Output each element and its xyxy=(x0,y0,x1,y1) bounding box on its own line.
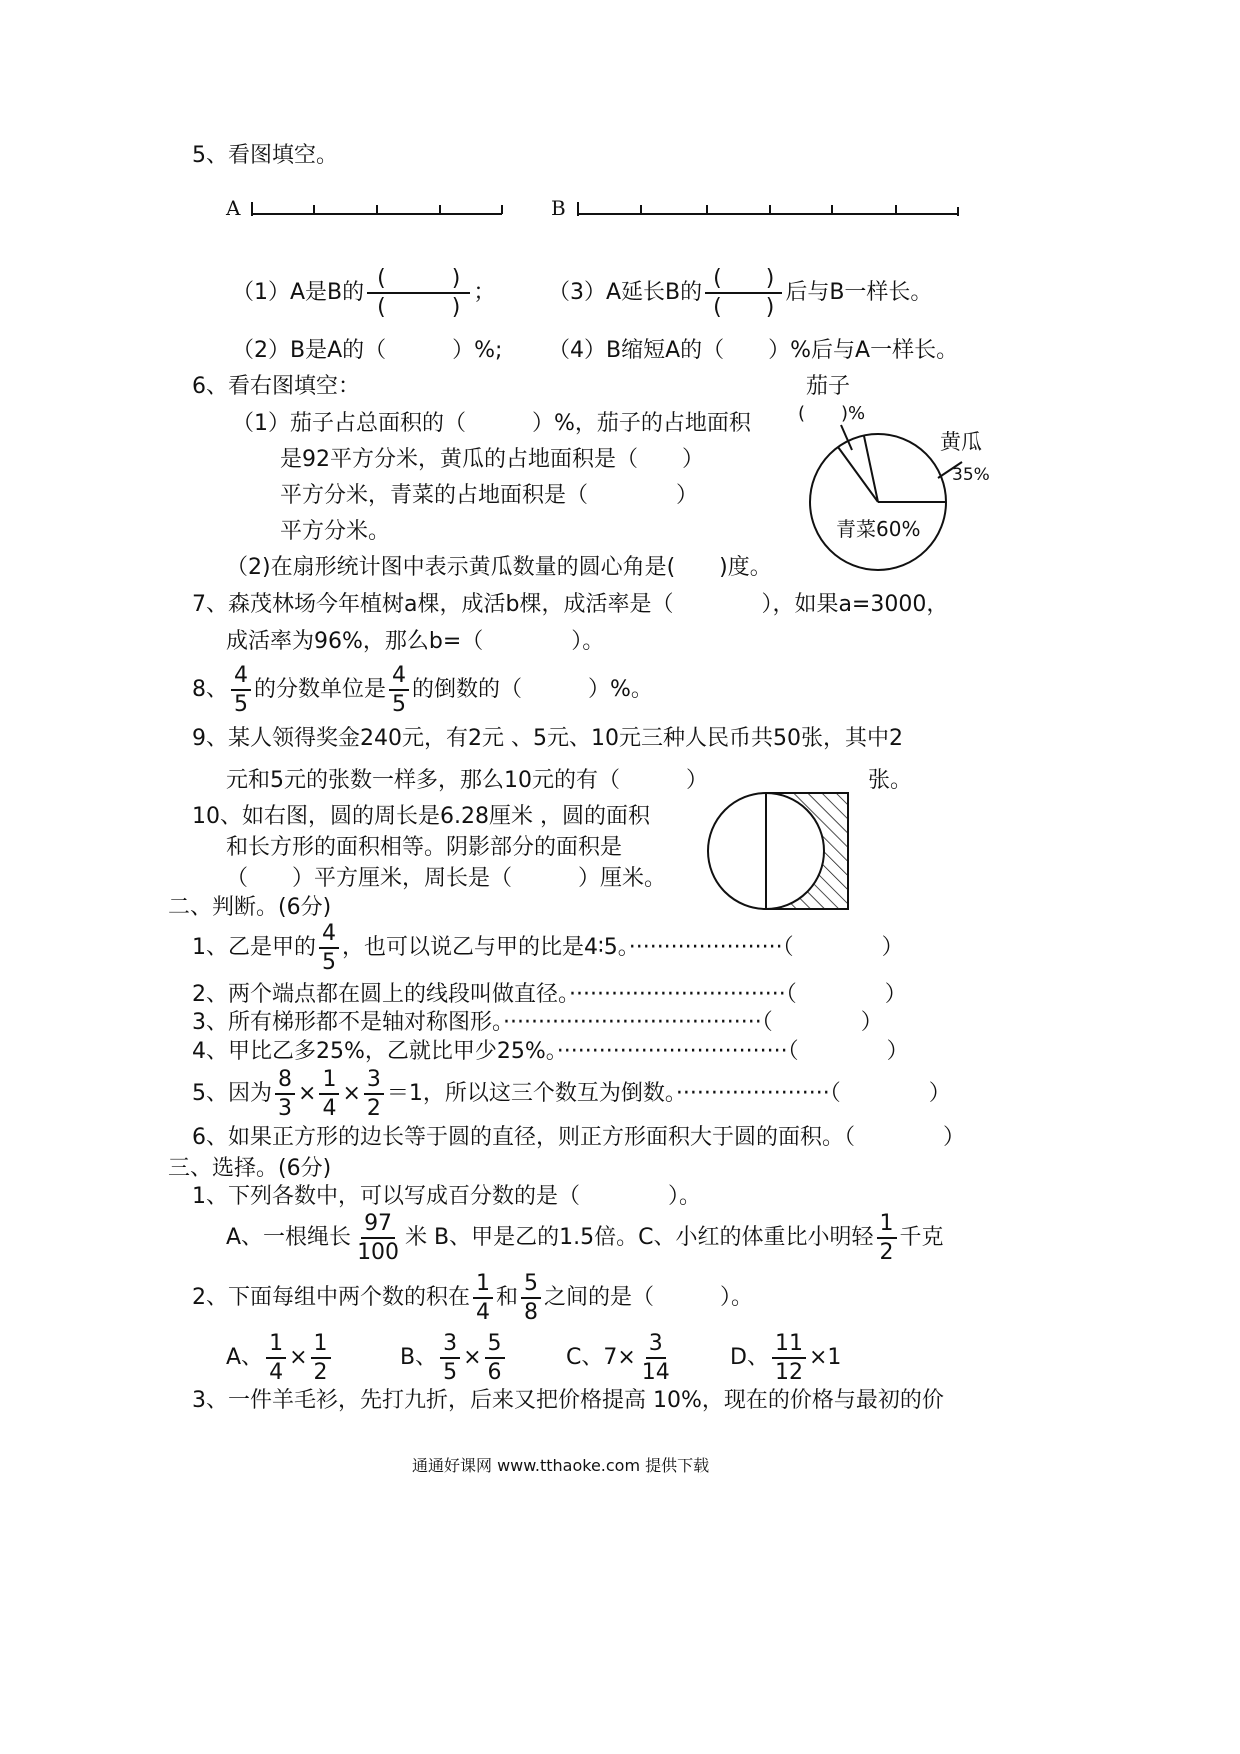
footer-credit: 通通好课网 www.tthaoke.com 提供下载 xyxy=(412,1456,710,1475)
judge-item-5-post: ＝1，所以这三个数互为倒数。······················（ ） xyxy=(386,1081,951,1107)
numerator: 3 xyxy=(364,1068,384,1095)
judge-item-4: 4、甲比乙多25%，乙就比甲少25%。·································（ ） xyxy=(192,1039,909,1064)
q5-part4: （4）B缩短A的（ ）%后与A一样长。 xyxy=(548,338,959,363)
choice-q2-pre: 2、下面每组中两个数的积在 xyxy=(192,1285,470,1311)
q10-line1: 10、如右图，圆的周长是6.28厘米 ，圆的面积 xyxy=(192,804,650,829)
fraction-3-14 xyxy=(639,1332,673,1384)
section3-title: 三、选择。(6分) xyxy=(168,1156,332,1181)
judge-item-2: 2、两个端点都在圆上的线段叫做直径。·······························（ ） xyxy=(192,982,907,1007)
judge-item-5-pre: 5、因为 xyxy=(192,1081,272,1107)
denominator: 8 xyxy=(524,1300,539,1326)
denominator: 4 xyxy=(269,1360,284,1386)
numerator: 5 xyxy=(485,1332,505,1359)
denominator: 4 xyxy=(476,1300,490,1326)
circle-rect-figure xyxy=(708,793,848,909)
times-sign: × xyxy=(298,1081,317,1107)
q6-line4: 平方分米。 xyxy=(280,519,391,544)
segment-b-label: B xyxy=(551,196,566,220)
pie-label-cucumber-pct: 35% xyxy=(952,465,990,485)
q6-line5: （2)在扇形统计图中表示黄瓜数量的圆心角是( )度。 xyxy=(226,555,772,580)
numerator: 3 xyxy=(646,1332,666,1359)
q5-part3-fraction-blank[interactable] xyxy=(705,267,782,319)
q6-line3: 平方分米，青菜的占地面积是（ ） xyxy=(280,483,699,508)
numerator-blank: ( ) xyxy=(705,267,782,294)
segment-b xyxy=(578,202,958,216)
numerator: 5 xyxy=(521,1272,541,1299)
numerator: 8 xyxy=(275,1068,295,1095)
numerator: 97 xyxy=(361,1212,395,1239)
judge-item-1-post: ，也可以说乙与甲的比是4∶5。······················（ ） xyxy=(342,935,904,961)
denominator: 2 xyxy=(366,1096,381,1122)
choice-q1-opt-bc: 米 B、甲是乙的1.5倍。C、小红的体重比小明轻 xyxy=(405,1225,874,1251)
fraction-4-5 xyxy=(231,664,251,716)
judge-item-1 xyxy=(192,922,904,974)
q10-line2: 和长方形的面积相等。阴影部分的面积是 xyxy=(226,835,623,860)
q9-line2-end: 张。 xyxy=(868,768,913,793)
q5-part3-end: 后与B一样长。 xyxy=(785,280,933,306)
q5-part1 xyxy=(232,267,495,319)
choice-q2-mid: 和 xyxy=(496,1285,519,1311)
q8-end-text: 的倒数的（ ）%。 xyxy=(412,677,653,703)
option-d-end: ×1 xyxy=(808,1345,842,1371)
numerator: 4 xyxy=(389,664,409,691)
choice-q2-post: 之间的是（ ）。 xyxy=(544,1285,754,1311)
choice-q1-options xyxy=(226,1212,944,1264)
choice-q2 xyxy=(192,1272,753,1324)
numerator: 1 xyxy=(319,1068,339,1095)
q10-line3: （ ）平方厘米，周长是（ ）厘米。 xyxy=(226,866,667,891)
choice-q2-option-d[interactable] xyxy=(730,1332,841,1384)
option-label: C、7× xyxy=(566,1345,636,1371)
fraction-3-2 xyxy=(364,1068,384,1120)
fraction-5-6 xyxy=(485,1332,505,1384)
q7-line1: 7、森茂林场今年植树a棵，成活b棵，成活率是（ ），如果a=3000， xyxy=(192,592,949,617)
q6-line2: 是92平方分米，黄瓜的占地面积是（ ） xyxy=(280,447,704,472)
fraction-11-12 xyxy=(772,1332,806,1384)
times-sign: × xyxy=(342,1081,361,1107)
judge-item-6: 6、如果正方形的边长等于圆的直径，则正方形面积大于圆的面积。（ ） xyxy=(192,1125,965,1150)
q8 xyxy=(192,664,653,716)
pie-label-eggplant: 茄子 xyxy=(806,374,851,399)
option-label: A、 xyxy=(226,1345,264,1371)
q5-title: 5、看图填空。 xyxy=(192,143,338,168)
q8-number: 8、 xyxy=(192,677,228,703)
fraction-1-2 xyxy=(877,1212,897,1264)
pie-label-greens: 青菜60% xyxy=(836,517,921,541)
q9-line2: 元和5元的张数一样多，那么10元的有（ ） xyxy=(226,768,708,793)
choice-q1: 1、下列各数中，可以写成百分数的是（ ）。 xyxy=(192,1184,701,1209)
denominator-blank: ( ) xyxy=(713,295,775,321)
fraction-1-4 xyxy=(473,1272,493,1324)
denominator: 100 xyxy=(357,1240,400,1266)
q5-part1-end: ； xyxy=(473,280,496,306)
denominator: 14 xyxy=(641,1360,670,1386)
denominator: 4 xyxy=(322,1096,337,1122)
judge-item-5 xyxy=(192,1068,951,1120)
denominator: 5 xyxy=(443,1360,458,1386)
q5-part1-fraction-blank[interactable] xyxy=(367,267,470,319)
q5-part3 xyxy=(548,267,932,319)
numerator: 1 xyxy=(266,1332,286,1359)
fraction-1-2 xyxy=(311,1332,331,1384)
times-sign: × xyxy=(463,1345,482,1371)
numerator: 3 xyxy=(440,1332,460,1359)
choice-q1-opt-c-end: 千克 xyxy=(899,1225,944,1251)
numerator: 1 xyxy=(311,1332,331,1359)
choice-q1-opt-a: A、一根绳长 xyxy=(226,1225,352,1251)
choice-q3: 3、一件羊毛衫，先打九折，后来又把价格提高 10%，现在的价格与最初的价 xyxy=(192,1388,944,1413)
denominator: 5 xyxy=(392,692,407,718)
segment-a-label: A xyxy=(226,196,241,220)
fraction-4-5 xyxy=(319,922,339,974)
segment-a xyxy=(252,202,502,216)
numerator: 1 xyxy=(877,1212,897,1239)
q5-part1-text: （1）A是B的 xyxy=(232,280,365,306)
numerator: 4 xyxy=(231,664,251,691)
fraction-4-5 xyxy=(389,664,409,716)
option-label: B、 xyxy=(400,1345,438,1371)
judge-item-3: 3、所有梯形都不是轴对称图形。·····································（ ） xyxy=(192,1010,883,1035)
option-label: D、 xyxy=(730,1345,769,1371)
fraction-97-100 xyxy=(354,1212,402,1264)
fraction-8-3 xyxy=(275,1068,295,1120)
numerator: 1 xyxy=(473,1272,493,1299)
judge-item-1-pre: 1、乙是甲的 xyxy=(192,935,316,961)
choice-q2-option-b[interactable] xyxy=(400,1332,508,1384)
denominator: 2 xyxy=(879,1240,894,1266)
fraction-3-5 xyxy=(440,1332,460,1384)
q9-line1: 9、某人领得奖金240元，有2元 、5元、10元三种人民币共50张，其中2 xyxy=(192,726,903,751)
denominator: 12 xyxy=(774,1360,803,1386)
numerator: 4 xyxy=(319,922,339,949)
fraction-1-4 xyxy=(319,1068,339,1120)
denominator: 5 xyxy=(234,692,248,718)
denominator: 2 xyxy=(313,1360,328,1386)
denominator: 3 xyxy=(278,1096,292,1122)
denominator: 5 xyxy=(322,950,336,976)
pie-label-eggplant-blank: ( )% xyxy=(798,403,866,424)
denominator-blank: ( ) xyxy=(377,295,461,321)
numerator: 11 xyxy=(772,1332,806,1359)
q6-line1: （1）茄子占总面积的（ ）%，茄子的占地面积 xyxy=(232,411,751,436)
q6-title: 6、看右图填空： xyxy=(192,374,360,399)
pie-label-cucumber: 黄瓜 xyxy=(940,430,982,454)
q8-mid-text: 的分数单位是 xyxy=(254,677,387,703)
fraction-1-4 xyxy=(266,1332,286,1384)
numerator-blank: ( ) xyxy=(367,267,470,294)
section2-title: 二、判断。(6分) xyxy=(168,895,332,920)
choice-q2-option-a[interactable] xyxy=(226,1332,334,1384)
q5-part3-text: （3）A延长B的 xyxy=(548,280,703,306)
q7-line2: 成活率为96%，那么b=（ ）。 xyxy=(226,629,605,654)
denominator: 6 xyxy=(487,1360,502,1386)
times-sign: × xyxy=(289,1345,308,1371)
q5-part2: （2）B是A的（ ）%; xyxy=(232,338,503,363)
fraction-5-8 xyxy=(521,1272,541,1324)
choice-q2-option-c[interactable] xyxy=(566,1332,676,1384)
